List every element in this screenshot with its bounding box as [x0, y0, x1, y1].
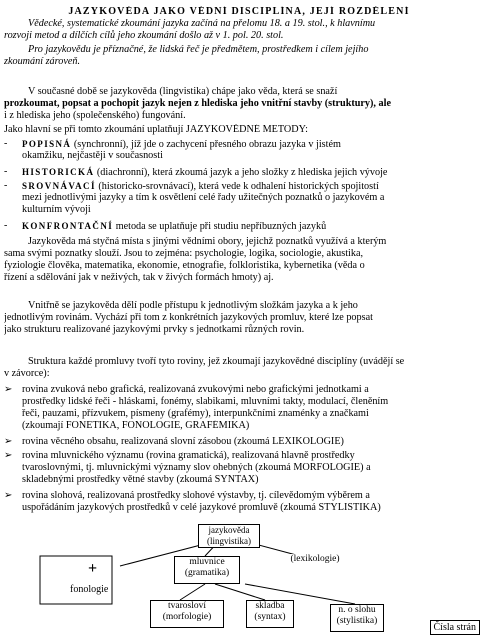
- method-text: (historicko-srovnávací), která vede k odhalení historických spojitostí: [98, 181, 379, 192]
- diagram-node-top: jazykověda (lingvistika): [198, 524, 260, 548]
- level-item: rovina zvuková nebo grafická, realizovaná zvukovými nebo grafickými jednotkami a: [22, 384, 369, 395]
- paragraph-line: prozkoumat, popsat a pochopit jazyk nejen z hlediska jeho vnitřní stavby (struktury), ale: [4, 98, 391, 109]
- page-number-box: Čísla strán: [430, 620, 481, 635]
- method-text: metoda se uplatňuje při studiu nepříbuzných jazyků: [115, 221, 327, 232]
- level-bullet-icon: ➢: [4, 436, 13, 447]
- paragraph-line: řízení a sdělování jak v neživých, tak v živých formách hmoty) aj.: [4, 272, 274, 283]
- document-title: JAZYKOVĚDA JAKO VĚDNÍ DISCIPLÍNA, JEJÍ ROZDĚLENÍ: [68, 6, 410, 17]
- diagram-node-lexikologie: (lexikologie): [280, 554, 350, 570]
- paragraph-line: Jazykověda má styčná místa s jinými vědními obory, jejichž poznatků využívá a kterým: [28, 236, 387, 247]
- paragraph-line: Jako hlavní se při tomto zkoumání uplatňují JAZYKOVĚDNÉ METODY:: [4, 124, 308, 135]
- paragraph-line: i z hlediska jeho (společenského) fungování.: [4, 110, 186, 121]
- intro-line: Pro jazykovědu je příznačné, že lidská řeč je předmětem, prostředkem i cílem jejího: [28, 44, 369, 55]
- method-name: SROVNÁVACÍ: [22, 181, 96, 191]
- method-name: POPISNÁ: [22, 139, 72, 149]
- intro-line: zkoumání zároveň.: [4, 56, 81, 67]
- level-item: uspořádáním jazykových prostředků v celé jazykové promluvě (zkoumá STYLISTIKA): [22, 502, 381, 513]
- level-bullet-icon: ➢: [4, 384, 13, 395]
- diagram-plus: +: [88, 560, 98, 577]
- level-item: řeči, pauzami, přízvukem, písmeny (grafémy), interpunkčními znaménky a značkami: [22, 408, 369, 419]
- paragraph-line: V současné době se jazykověda (lingvistika) chápe jako věda, která se snaží: [28, 86, 338, 97]
- method-text: (synchronní), jíž jde o zachycení přesného obrazu jazyka v jistém: [73, 139, 341, 150]
- paragraph-line: jako strukturu realizované jazykovými prvky s jednotkami různých rovin.: [4, 324, 305, 335]
- level-item: skladebnými prostředky větné stavby (zkoumá SYNTAX): [22, 474, 259, 485]
- paragraph-line: Struktura každé promluvy tvoří tyto roviny, jež zkoumají jazykovědné disciplíny (uvádějí se: [28, 356, 405, 367]
- paragraph-line: fyziologie člověka, matematika, ekonomie, etnografie, folkloristika, kybernetika (věda o: [4, 260, 365, 271]
- method-bullet: -: [4, 138, 8, 149]
- level-item: rovina věcného obsahu, realizovaná slovní zásobou (zkoumá LEXIKOLOGIE): [22, 436, 344, 447]
- method-text: (diachronní), která zkoumá jazyk a jeho složky z hlediska jejich vývoje: [96, 167, 388, 178]
- level-item: prostředky lidské řeči - hláskami, fonémy, slabikami, mluvními takty, modulací, členěním: [22, 396, 389, 407]
- diagram-node-skladba: skladba (syntax): [246, 600, 294, 628]
- paragraph-line: sama svými poznatky slouží. Jsou to zejména: psychologie, logika, sociologie, akustika,: [4, 248, 364, 259]
- level-item: rovina slohová, realizovaná prostředky slohové výstavby, tj. cílevědomým výběrem a: [22, 490, 370, 501]
- paragraph-line: jednotlivým rovinám. Vychází při tom z konkrétních jazykových promluv, které lze popsat: [4, 312, 373, 323]
- intro-line: rozvoji metod a dílčích cílů jeho zkoumání došlo až v 1. pol. 20. stol.: [4, 30, 284, 41]
- paragraph-line: Vnitřně se jazykověda dělí podle přístupu k jednotlivým složkám jazyka a k jeho: [28, 300, 358, 311]
- level-item: rovina mluvnického významu (rovina gramatická), realizovaná hlavně prostředky: [22, 450, 355, 461]
- diagram-node-fonologie: fonologie: [70, 584, 109, 595]
- method-text: mezi jednotlivými jazyky a tím k osvětlení celé řady užitečných poznatků o jazykovém a: [22, 192, 385, 203]
- level-item: tvaroslovnými, tj. mluvnickými významy slov ohebných (zkoumá MORFOLOGIE) a: [22, 462, 371, 473]
- method-bullet: -: [4, 220, 8, 231]
- level-bullet-icon: ➢: [4, 450, 13, 461]
- diagram-node-slohu: n. o slohu (stylistika): [330, 604, 384, 632]
- method-text: kulturním vývoji: [22, 204, 91, 215]
- level-item: (zkoumají FONETIKA, FONOLOGIE, GRAFÉMIKA): [22, 420, 250, 431]
- method-name: HISTORICKÁ: [22, 167, 95, 177]
- method-bullet: -: [4, 180, 8, 191]
- paragraph-line: v závorce):: [4, 368, 50, 379]
- method-bullet: -: [4, 166, 8, 177]
- method-text: okamžiku, nejčastěji v současnosti: [22, 150, 163, 161]
- intro-line: Vědecké, systematické zkoumání jazyka začíná na přelomu 18. a 19. stol., k hlavnímu: [28, 18, 376, 29]
- method-name: KONFRONTAČNÍ: [22, 221, 114, 231]
- diagram-node-tvaroslovi: tvarosloví (morfologie): [150, 600, 224, 628]
- diagram-node-mluvnice: mluvnice (gramatika): [174, 556, 240, 584]
- level-bullet-icon: ➢: [4, 490, 13, 501]
